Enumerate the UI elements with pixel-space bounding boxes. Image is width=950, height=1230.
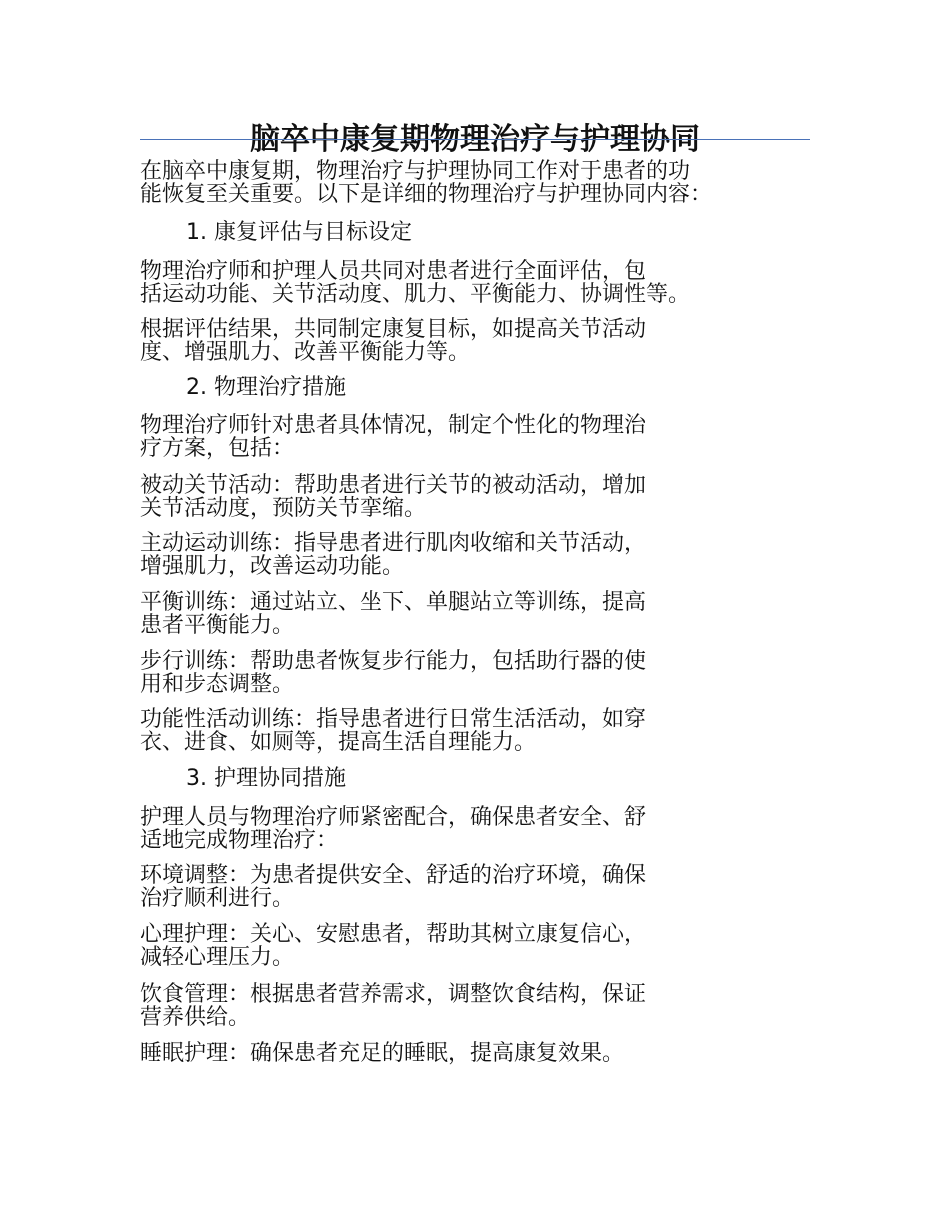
paragraph: 根据评估结果，共同制定康复目标，如提高关节活动 度、增强肌力、改善平衡能力等。 [140, 317, 647, 365]
list-item: 功能性活动训练：指导患者进行日常生活活动，如穿 衣、进食、如厕等，提高生活自理能力。 [140, 707, 647, 755]
paragraph: 护理人员与物理治疗师紧密配合，确保患者安全、舒 适地完成物理治疗： [140, 805, 647, 853]
intro-paragraph: 在脑卒中康复期，物理治疗与护理协同工作对于患者的功 能恢复至关重要。以下是详细的物理治疗与护理协同内容： [140, 159, 713, 207]
title-underline [140, 139, 810, 140]
list-item: 主动运动训练：指导患者进行肌肉收缩和关节活动， 增强肌力，改善运动功能。 [140, 531, 647, 579]
list-item: 心理护理：关心、安慰患者，帮助其树立康复信心， 减轻心理压力。 [140, 922, 647, 970]
page-title: 脑卒中康复期物理治疗与护理协同 [250, 122, 700, 158]
section-heading-physical-therapy: 2. 物理治疗措施 [186, 375, 346, 400]
list-item: 睡眠护理：确保患者充足的睡眠，提高康复效果。 [140, 1041, 625, 1066]
list-item: 步行训练：帮助患者恢复步行能力，包括助行器的使 用和步态调整。 [140, 649, 647, 697]
list-item: 被动关节活动：帮助患者进行关节的被动活动，增加 关节活动度，预防关节挛缩。 [140, 473, 647, 521]
paragraph: 物理治疗师针对患者具体情况，制定个性化的物理治 疗方案，包括： [140, 413, 647, 461]
list-item: 环境调整：为患者提供安全、舒适的治疗环境，确保 治疗顺利进行。 [140, 863, 647, 911]
list-item: 平衡训练：通过站立、坐下、单腿站立等训练，提高 患者平衡能力。 [140, 590, 647, 638]
list-item: 饮食管理：根据患者营养需求，调整饮食结构，保证 营养供给。 [140, 982, 647, 1030]
section-heading-nursing: 3. 护理协同措施 [186, 766, 346, 791]
paragraph: 物理治疗师和护理人员共同对患者进行全面评估，包 括运动功能、关节活动度、肌力、平衡能力、协调性等。 [140, 259, 691, 307]
section-heading-assessment: 1. 康复评估与目标设定 [186, 220, 412, 245]
